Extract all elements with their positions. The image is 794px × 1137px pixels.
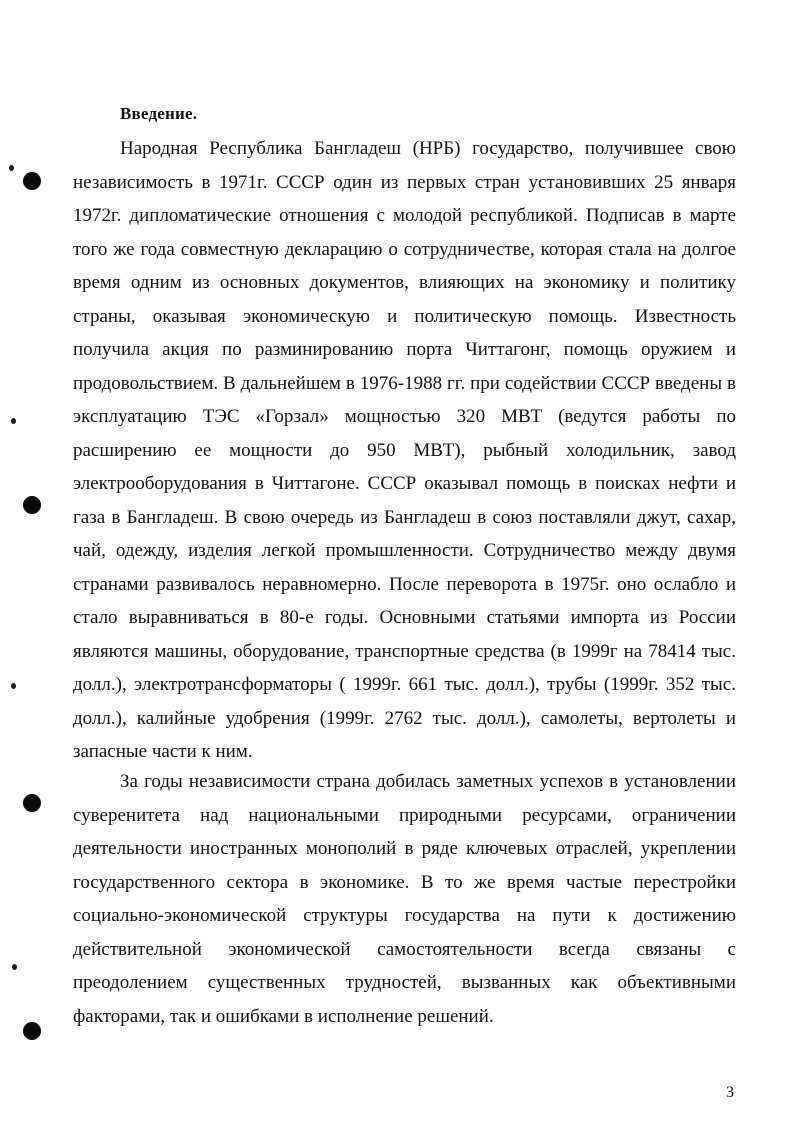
section-heading: Введение. <box>120 104 198 123</box>
punch-hole-4 <box>23 1022 41 1040</box>
scan-speck-2 <box>11 418 16 424</box>
body-paragraph: За годы независимости страна добилась заметных успехов в установлении суверенитета над национальными природными ресурсами, ограничении деятельности иностранных монополий в ряде ключевых отраслей, укреплении государственного сектора в экономике. В то же время частые перестройки социально-экономической структуры государства на пути к достижению действительной экономической самостоятельности всегда связаны с преодолением существенных трудностей, вызванных как объективными факторами, так и ошибками в исполнение решений. <box>73 771 736 1027</box>
punch-hole-2 <box>23 496 41 514</box>
scan-speck-4 <box>12 964 17 970</box>
scan-speck-3 <box>11 683 16 689</box>
body-paragraph: Народная Республика Бангладеш (НРБ) государство, получившее свою независимость в 1971г. СССР один из первых стран установивших 25 января 1972г. дипломатические отношения с молодой республикой. Подписав в марте того же года совместную декларацию о сотрудничестве, которая стала на долгое время одним из основных документов, влияющих на экономику и политику страны, оказывая экономическую и политическую помощь. Известность получила акция по разминированию порта Читтагонг, помощь оружием и продовольствием. В дальнейшем в 1976-1988 гг. при содействии СССР введены в эксплуатацию ТЭС «Горзал» мощностью 320 МВТ (ведутся работы по расширению ее мощности до 950 МВТ), рыбный холодильник, завод электрооборудования в Читтагоне. СССР оказывал помощь в поисках нефти и газа в Бангладеш. В свою очередь из Бангладеш в союз поставляли джут, сахар, чай, одежду, изделия легкой промышленности. Сотрудничество между двумя странами развивалось неравномерно. После переворота в 1975г. оно ослабло и стало выравниваться в 80-е годы. Основными статьями импорта из России являются машины, оборудование, транспортные средства (в 1999г на 78414 тыс. долл.), электротрансформаторы ( 1999г. 661 тыс. долл.), трубы (1999г. 352 тыс. долл.), калийные удобрения (1999г. 2762 тыс. долл.), самолеты, вертолеты и запасные части к ним. <box>73 138 736 762</box>
punch-hole-1 <box>23 172 41 190</box>
page-number: 3 <box>726 1084 734 1101</box>
punch-hole-3 <box>23 794 41 812</box>
scan-speck-1 <box>9 165 14 171</box>
